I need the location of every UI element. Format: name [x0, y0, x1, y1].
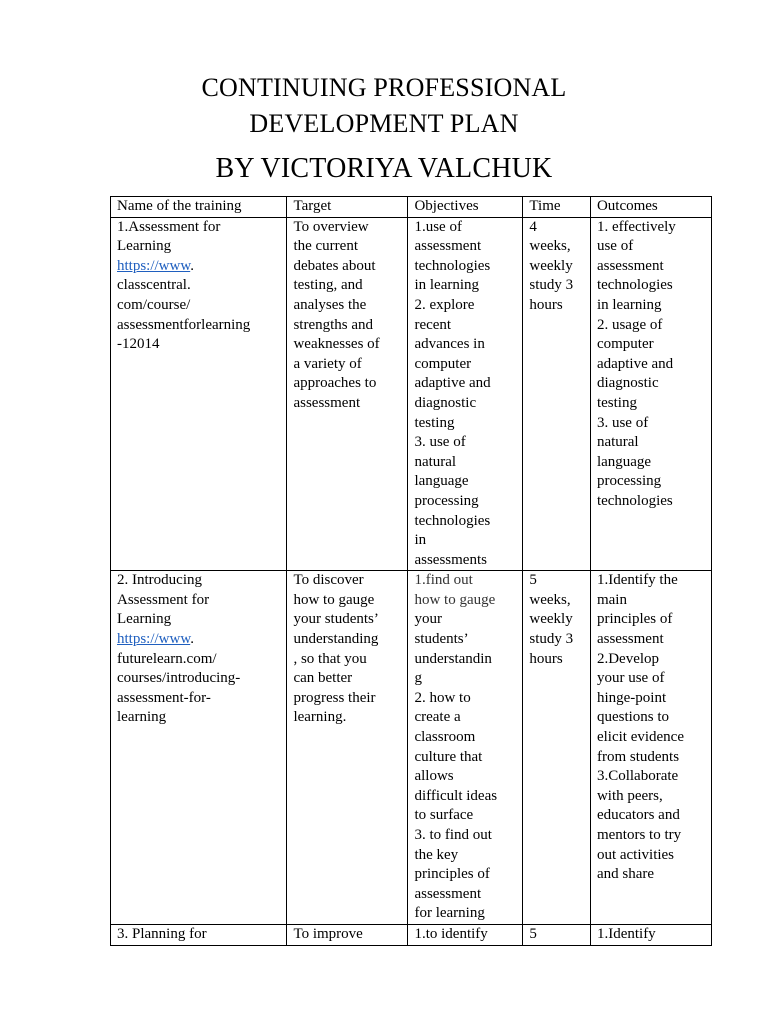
table-header-row	[111, 197, 712, 218]
objective-line: computer	[414, 355, 472, 372]
objective-line: in learning	[414, 277, 480, 294]
time-line: 4	[529, 218, 537, 235]
objective-line: technologies	[414, 512, 491, 529]
time-line: study 3	[529, 631, 574, 648]
outcome-line: 1. effectively	[596, 218, 676, 235]
course-url-line: -12014	[117, 336, 160, 353]
header-target: Target	[287, 197, 408, 218]
outcome-line: elicit evidence	[596, 729, 684, 746]
objective-line: adaptive and	[414, 375, 491, 392]
target-line: , so that you	[293, 650, 367, 667]
outcome-line: mentors to try	[596, 827, 682, 843]
objective-line: recent	[414, 316, 452, 333]
cell-objectives	[408, 924, 523, 945]
objective-line: assessments	[414, 551, 487, 568]
header-name-of-training: Name of the training	[111, 197, 287, 218]
cell-training-name	[111, 924, 287, 945]
target-line: testing, and	[293, 277, 363, 294]
outcome-line: 2.Develop	[596, 650, 660, 667]
objective-line: assessment	[414, 238, 482, 255]
time-line: 5	[529, 925, 537, 942]
outcome-line: use of	[596, 238, 634, 255]
objective-line: 2. explore	[414, 296, 475, 313]
document-title-line-1: CONTINUING PROFESSIONAL	[201, 73, 567, 102]
course-url-line	[117, 257, 283, 277]
target-line: learning.	[293, 709, 347, 726]
time-line: study 3	[529, 277, 574, 294]
objective-line: advances in	[414, 336, 485, 353]
objective-line: 3. to find out	[414, 827, 492, 843]
outcome-line: technologies	[596, 492, 673, 509]
course-url-line: assessment-for-	[117, 689, 211, 706]
course-url-line: classcentral.	[117, 277, 191, 294]
outcome-line: assessment	[596, 631, 664, 648]
cell-target	[287, 571, 408, 925]
header-time: Time	[523, 197, 591, 218]
target-line: your students’	[293, 611, 379, 628]
cell-outcomes	[590, 217, 711, 571]
objective-line: natural	[414, 453, 457, 470]
target-line: approaches to	[293, 375, 377, 392]
target-line: can better	[293, 670, 353, 687]
table-row	[111, 924, 712, 945]
target-line: assessment	[293, 394, 361, 411]
outcome-line: technologies	[596, 277, 673, 294]
outcome-line: 3. use of	[596, 414, 649, 431]
outcome-line: 3.Collaborate	[596, 768, 679, 785]
course-url-line: futurelearn.com/	[117, 650, 217, 667]
outcome-line: 2. usage of	[596, 316, 663, 333]
course-link[interactable]: https://www	[117, 257, 191, 274]
outcome-line: and share	[596, 866, 655, 883]
objective-line: your	[414, 611, 442, 628]
objective-line: understandin	[414, 650, 492, 667]
cell-time	[523, 217, 591, 571]
target-line: weaknesses of	[293, 336, 380, 353]
table-row	[111, 217, 712, 571]
course-url-line: com/course/	[117, 296, 191, 313]
training-name-line: Learning	[117, 611, 172, 628]
cell-time	[523, 924, 591, 945]
outcome-line: main	[596, 591, 627, 608]
outcome-line: natural	[596, 434, 639, 451]
objective-line: testing	[414, 414, 455, 431]
document-title-line-2: DEVELOPMENT PLAN	[249, 109, 519, 138]
time-line: 5	[529, 572, 537, 589]
target-line: To improve	[293, 925, 363, 942]
course-url-line: courses/introducing-	[117, 670, 241, 687]
outcome-line: 1.Identify	[596, 925, 656, 942]
cell-time	[523, 571, 591, 925]
outcome-line: adaptive and	[596, 355, 674, 372]
objective-line: 1.find out	[414, 572, 473, 589]
header-objectives: Objectives	[408, 197, 523, 218]
objective-line: processing	[414, 492, 479, 509]
training-name-line: Learning	[117, 238, 172, 255]
target-line: To overview	[293, 218, 369, 235]
time-line: weeks,	[529, 238, 571, 255]
document-author-line: BY VICTORIYA VALCHUK	[215, 153, 553, 184]
outcome-line: assessment	[596, 257, 664, 274]
target-line: how to gauge	[293, 591, 375, 608]
objective-line: classroom	[414, 729, 476, 746]
course-link-tail: .	[190, 631, 194, 648]
target-line: debates about	[293, 257, 376, 274]
objective-line: how to gauge	[414, 591, 496, 608]
cpd-plan-table	[110, 196, 712, 946]
header-outcomes: Outcomes	[590, 197, 711, 218]
target-line: progress their	[293, 689, 376, 706]
course-url-line: learning	[117, 709, 167, 726]
time-line: weekly	[529, 257, 573, 274]
cell-training-name	[111, 571, 287, 925]
target-line: To discover	[293, 572, 364, 589]
outcome-line: hinge-point	[596, 689, 667, 706]
outcome-line: questions to	[596, 709, 670, 726]
outcome-line: testing	[596, 394, 637, 411]
objective-line: the key	[414, 846, 459, 863]
target-line: analyses the	[293, 296, 367, 313]
objective-line: g	[414, 670, 422, 687]
training-name-line: 1.Assessment for	[117, 218, 221, 235]
objective-line: in	[414, 532, 427, 549]
training-name-line: 2. Introducing	[117, 572, 202, 589]
target-line: a variety of	[293, 355, 362, 372]
outcome-line: 1.Identify the	[596, 572, 678, 589]
outcome-line: from students	[596, 748, 680, 765]
outcome-line: your use of	[596, 670, 665, 687]
objective-line: 1.to identify	[414, 925, 488, 942]
target-line: understanding	[293, 631, 379, 648]
outcome-line: computer	[596, 336, 654, 353]
training-name-line: 3. Planning for	[117, 925, 207, 942]
objective-line: 1.use of	[414, 218, 462, 235]
objective-line: 2. how to	[414, 689, 471, 706]
objective-line: allows	[414, 768, 454, 785]
objective-line: create a	[414, 709, 461, 726]
outcome-line: with peers,	[596, 787, 663, 804]
objective-line: difficult ideas	[414, 787, 498, 804]
cell-target	[287, 217, 408, 571]
time-line: hours	[529, 296, 563, 313]
cell-outcomes	[590, 924, 711, 945]
outcome-line: in learning	[596, 296, 662, 313]
target-line: strengths and	[293, 316, 374, 333]
objective-line: culture that	[414, 748, 483, 765]
time-line: weekly	[529, 611, 573, 628]
cell-objectives	[408, 217, 523, 571]
objective-line: students’	[414, 631, 469, 648]
outcome-line: principles of	[596, 611, 673, 628]
course-link-tail: .	[190, 257, 194, 274]
course-url-line: assessmentforlearning	[117, 316, 251, 333]
table-row	[111, 571, 712, 925]
course-url-line	[117, 630, 283, 650]
outcome-line: diagnostic	[596, 375, 659, 392]
target-line: the current	[293, 238, 359, 255]
objective-line: to surface	[414, 807, 474, 824]
objective-line: principles of	[414, 866, 490, 883]
cell-target	[287, 924, 408, 945]
outcome-line: language	[596, 453, 652, 470]
time-line: weeks,	[529, 591, 571, 608]
cell-outcomes	[590, 571, 711, 925]
outcome-line: educators and	[596, 807, 680, 824]
cell-training-name	[111, 217, 287, 571]
outcome-line: processing	[596, 473, 662, 490]
objective-line: for learning	[414, 905, 485, 922]
course-link[interactable]: https://www	[117, 631, 191, 648]
objective-line: technologies	[414, 257, 491, 274]
training-name-line: Assessment for	[117, 591, 210, 608]
outcome-line: out activities	[596, 846, 675, 863]
time-line: hours	[529, 650, 563, 667]
cell-objectives	[408, 571, 523, 925]
objective-line: language	[414, 473, 469, 490]
table-body	[111, 217, 712, 945]
objective-line: diagnostic	[414, 394, 477, 411]
objective-line: assessment	[414, 885, 482, 902]
objective-line: 3. use of	[414, 434, 466, 451]
